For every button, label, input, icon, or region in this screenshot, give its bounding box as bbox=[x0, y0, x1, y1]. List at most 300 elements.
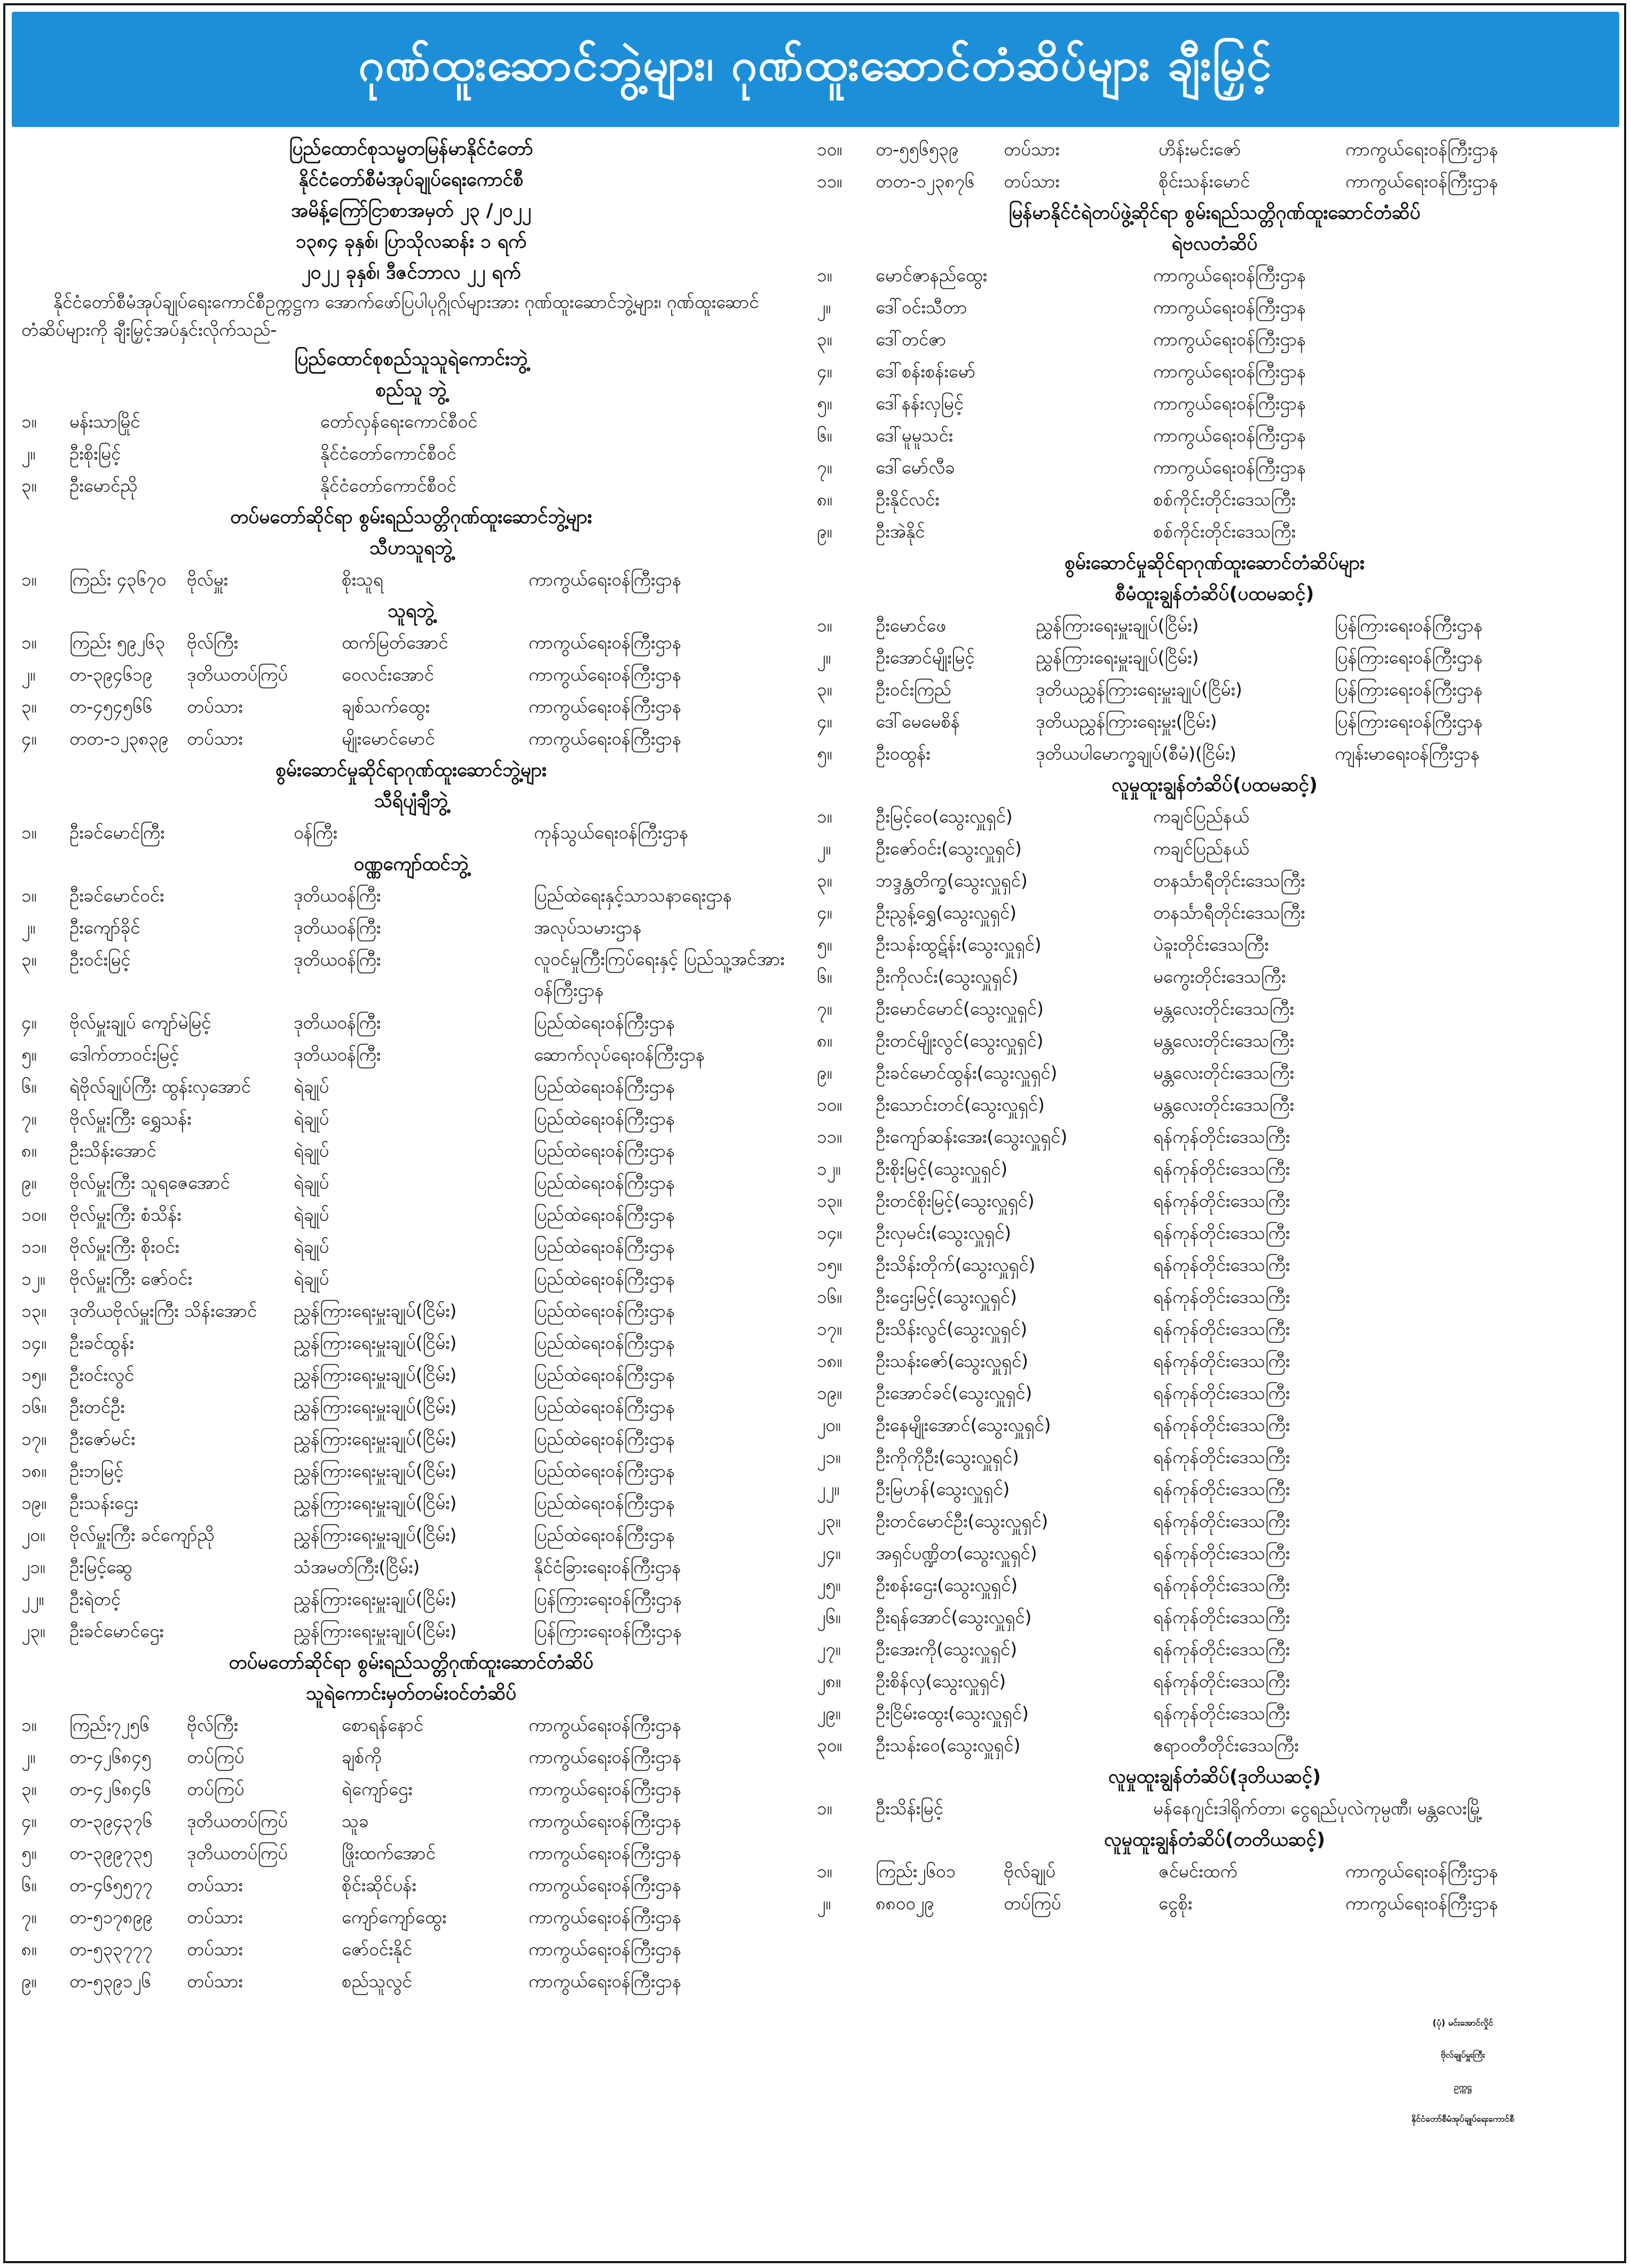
row-number: ၁။ bbox=[817, 265, 832, 286]
row-cell: ဗိုလ်မှူးကြီး စိုးဝင်း bbox=[69, 1236, 179, 1257]
row-cell: ကာကွယ်ရေးဝန်ကြီးဌာန bbox=[529, 632, 682, 653]
row-number: ၁။ bbox=[21, 632, 37, 653]
row-number: ၃၀။ bbox=[817, 1735, 842, 1756]
row-cell: ရဲဗိုလ်ချုပ်ကြီး ထွန်းလှအောင် bbox=[69, 1076, 251, 1097]
row-cell: တတ-၁၂၃၈၇၆ bbox=[876, 171, 975, 192]
row-number: ၂။ bbox=[21, 664, 36, 685]
row-cell: ဒုတိယဝန်ကြီး bbox=[294, 885, 381, 906]
table-row bbox=[817, 355, 1612, 388]
section-title: တပ်မတော်ဆိုင်ရာ စွမ်းရည်သတ္တိဂုဏ်ထူးဆောင်ဘွဲ့များ bbox=[230, 507, 592, 528]
section-title: စွမ်းဆောင်မှုဆိုင်ရာဂုဏ်ထူးဆောင်ဘွဲ့များ bbox=[275, 760, 547, 781]
row-number: ၁၃။ bbox=[21, 1300, 47, 1321]
row-number: ၂၀။ bbox=[21, 1524, 45, 1545]
row-cell: ဦးဝင်းကြည် bbox=[876, 679, 951, 700]
row-cell: စစ်ကိုင်းတိုင်းဒေသကြီး bbox=[1153, 521, 1296, 542]
row-cell: တော်လှန်ရေးကောင်စီဝင် bbox=[320, 411, 478, 432]
table-row bbox=[817, 993, 1612, 1025]
table-row bbox=[817, 452, 1612, 484]
row-cell: စိုးသူရ bbox=[342, 569, 383, 590]
table-row bbox=[21, 1933, 801, 1965]
row-cell: ဘဒ္ဒန္တတိက္ခ(သွေးလှူရှင်) bbox=[876, 870, 1028, 891]
row-number: ၂၃။ bbox=[21, 1621, 45, 1641]
row-cell: ရဲချုပ် bbox=[294, 1076, 329, 1097]
row-cell: တ-၄၅၄၅၆၆ bbox=[69, 696, 153, 717]
row-cell: ကာကွယ်ရေးဝန်ကြီးဌာန bbox=[529, 1875, 682, 1895]
row-number: ၆။ bbox=[21, 1875, 37, 1895]
intro-paragraph: နိုင်ငံတော်စီမံအုပ်ချုပ်ရေးကောင်စီဥက္ကဋ္ဌက အောက်ဖော်ပြပါပုဂ္ဂိုလ်များအား ဂုဏ်ထူးဆောင်ဘွဲ့များ၊ ဂုဏ်ထူးဆောင်တံဆိပ်များကို ချီးမြှင့်အပ်နှင်းလိုက်သည်- bbox=[21, 291, 759, 340]
table-row bbox=[21, 1359, 801, 1391]
row-cell: ရန်ကုန်တိုင်းဒေသကြီး bbox=[1153, 1190, 1290, 1211]
row-cell: ဗိုလ်ကြီး bbox=[187, 632, 239, 653]
row-cell: ညွှန်ကြားရေးမှူးချုပ်(ငြိမ်း) bbox=[294, 1428, 457, 1449]
table-row bbox=[817, 1153, 1612, 1185]
section-title: ပြည်ထောင်စုစည်သူသူရဲကောင်းဘွဲ့ bbox=[294, 349, 528, 370]
row-cell: ကာကွယ်ရေးဝန်ကြီးဌာန bbox=[1153, 329, 1306, 350]
table-row bbox=[21, 627, 801, 659]
row-cell: ဦးခင်မောင်ကြီး bbox=[69, 822, 165, 843]
row-cell: ရဲချုပ် bbox=[294, 1268, 329, 1289]
row-cell: ပြည်ထဲရေးဝန်ကြီးဌာန bbox=[534, 1172, 675, 1193]
row-cell: ချစ်ကို bbox=[342, 1747, 382, 1767]
row-number: ၈။ bbox=[817, 489, 832, 510]
table-row bbox=[817, 1089, 1612, 1121]
table-row bbox=[21, 1231, 801, 1263]
row-cell: ရန်ကုန်တိုင်းဒေသကြီး bbox=[1153, 1703, 1290, 1724]
signature-block bbox=[1308, 2007, 1618, 2135]
table-row bbox=[817, 1185, 1612, 1217]
table-row bbox=[817, 1025, 1612, 1057]
row-number: ၁။ bbox=[21, 822, 37, 843]
table-row bbox=[21, 1199, 801, 1231]
row-cell: ဦးသောင်းတင်(သွေးလှူရှင်) bbox=[876, 1094, 1045, 1115]
row-number: ၁၀။ bbox=[817, 139, 842, 160]
row-cell: ဦးကိုလင်း(သွေးလှူရှင်) bbox=[876, 966, 1019, 987]
row-cell: ဒုတိယဝန်ကြီး bbox=[294, 949, 381, 970]
row-number: ၅။ bbox=[21, 1843, 37, 1863]
table-row bbox=[817, 1217, 1612, 1249]
row-number: ၇။ bbox=[21, 1907, 37, 1927]
row-cell: တပ်ကြပ် bbox=[187, 1779, 245, 1799]
row-cell: ဦးဇော်ဝင်း(သွေးလှူရှင်) bbox=[876, 838, 1022, 859]
row-cell: ဦးသိန်းအောင် bbox=[69, 1140, 156, 1161]
row-cell: ဦးလှမင်း(သွေးလှူရှင်) bbox=[876, 1222, 1012, 1243]
row-cell: တတ-၁၂၃၈၃၉ bbox=[69, 728, 169, 749]
row-cell: ဦးသန်းဌေး bbox=[69, 1492, 138, 1513]
row-cell: တပ်ကြပ် bbox=[187, 1747, 245, 1767]
table-row bbox=[21, 1135, 801, 1167]
row-cell: မောင်ဇာနည်ထွေး bbox=[876, 265, 988, 286]
row-cell: တနင်္သာရီတိုင်းဒေသကြီး bbox=[1153, 902, 1305, 923]
row-cell: ပြည်ထဲရေးဝန်ကြီးဌာန bbox=[534, 1428, 675, 1449]
row-cell: စိုင်းသန်းမောင် bbox=[1159, 171, 1250, 192]
row-number: ၁၉။ bbox=[21, 1492, 47, 1513]
signature-title: ဥက္ကဋ္ဌ bbox=[1454, 2082, 1472, 2092]
row-cell: ဦးစိုးမြင့်(သွေးလှူရှင်) bbox=[876, 1158, 1008, 1179]
row-cell: ဦးတင်စိုးမြင့်(သွေးလှူရှင်) bbox=[876, 1190, 1035, 1211]
table-row bbox=[21, 1773, 801, 1805]
table-row bbox=[817, 388, 1612, 420]
row-cell: ညွှန်ကြားရေးမှူးချုပ်(ငြိမ်း) bbox=[294, 1524, 457, 1545]
table-row bbox=[817, 291, 1612, 323]
row-cell: ဗိုလ်မှူးချုပ် ကျော်မဲမြင့် bbox=[69, 1012, 211, 1033]
table-row bbox=[21, 691, 801, 723]
row-cell: ကာကွယ်ရေးဝန်ကြီးဌာန bbox=[529, 569, 682, 590]
table-row bbox=[817, 133, 1612, 165]
row-cell: ဦးမောင်ဖေ bbox=[876, 615, 947, 636]
table-row bbox=[817, 1633, 1612, 1665]
row-cell: ကာကွယ်ရေးဝန်ကြီးဌာန bbox=[1345, 1893, 1499, 1914]
row-cell: ဗိုလ်မှူးကြီး စံသိန်း bbox=[69, 1204, 182, 1225]
row-cell: ဖြိုးထက်အောင် bbox=[342, 1843, 436, 1863]
table-row bbox=[817, 1855, 1612, 1887]
row-cell: စိုင်းဆိုင်ပန်း bbox=[342, 1875, 416, 1895]
row-cell: ဦးဌေးမြင့်(သွေးလှူရှင်) bbox=[876, 1286, 1017, 1307]
row-cell: ဒုတိယဗိုလ်မှူးကြီး သိန်းအောင် bbox=[69, 1300, 257, 1321]
row-cell: ဦးနေမျိုးအောင်(သွေးလှူရှင်) bbox=[876, 1414, 1051, 1435]
row-cell: ဒုတိယဝန်ကြီး bbox=[294, 1012, 381, 1033]
row-number: ၂၉။ bbox=[817, 1703, 841, 1724]
row-cell: မန္တလေးတိုင်းဒေသကြီး bbox=[1153, 1062, 1294, 1083]
row-number: ၉။ bbox=[21, 1172, 37, 1193]
row-cell: ဒုတိယတပ်ကြပ် bbox=[187, 1811, 288, 1831]
row-cell: ရန်ကုန်တိုင်းဒေသကြီး bbox=[1153, 1543, 1290, 1563]
table-row bbox=[817, 1697, 1612, 1729]
row-number: ၃။ bbox=[817, 329, 832, 350]
row-number: ၁၅။ bbox=[21, 1364, 47, 1385]
row-number: ၂။ bbox=[21, 917, 36, 938]
table-row bbox=[817, 484, 1612, 516]
row-cell: တနင်္သာရီတိုင်းဒေသကြီး bbox=[1153, 870, 1305, 891]
row-cell: သူခ bbox=[342, 1811, 369, 1831]
row-number: ၁၃။ bbox=[817, 1190, 842, 1211]
table-row bbox=[817, 259, 1612, 291]
row-number: ၁။ bbox=[817, 806, 832, 827]
table-row bbox=[817, 1665, 1612, 1697]
row-cell: ကာကွယ်ရေးဝန်ကြီးဌာန bbox=[1153, 457, 1306, 478]
table-row bbox=[21, 1327, 801, 1359]
table-row bbox=[21, 1901, 801, 1933]
table-row bbox=[21, 1965, 801, 1997]
row-cell: ဦးသန်းဇော်(သွေးလှူရှင်) bbox=[876, 1350, 1029, 1371]
row-cell: ဦးတင်မျိုးလွင်(သွေးလှူရှင်) bbox=[876, 1030, 1044, 1051]
row-cell: မန်းသာမြိုင် bbox=[69, 411, 140, 432]
row-cell: ရန်ကုန်တိုင်းဒေသကြီး bbox=[1153, 1671, 1290, 1692]
row-cell: ကာကွယ်ရေးဝန်ကြီးဌာန bbox=[529, 1971, 682, 1992]
section-subtitle: စီမံထူးချွန်တံဆိပ်(ပထမဆင့်) bbox=[1115, 583, 1314, 605]
row-number: ၁။ bbox=[817, 1798, 832, 1819]
row-cell: ဦးဝင်းမြင့် bbox=[69, 949, 131, 970]
row-cell: ပြည်ထဲရေးဝန်ကြီးဌာန bbox=[534, 1460, 675, 1481]
row-cell: ဒုတိယတပ်ကြပ် bbox=[187, 664, 288, 685]
row-cell: ဒေါ်စန်းစန်းမော် bbox=[876, 361, 976, 382]
row-cell: ညွှန်ကြားရေးမှူးချုပ်(ငြိမ်း) bbox=[294, 1332, 457, 1353]
row-cell: နိုင်ငံတော်ကောင်စီဝင် bbox=[320, 443, 456, 464]
section-title: လူမှုထူးချွန်တံဆိပ်(တတိယဆင့်) bbox=[1104, 1829, 1326, 1851]
row-cell: ဦးအဲနိုင် bbox=[876, 521, 925, 542]
table-row bbox=[21, 1295, 801, 1327]
row-cell: ပြည်ထဲရေးဝန်ကြီးဌာန bbox=[534, 1236, 675, 1257]
row-number: ၂။ bbox=[817, 838, 831, 859]
table-row bbox=[817, 1345, 1612, 1377]
row-cell: ကြည်း၂၆၀၁ bbox=[876, 1861, 956, 1882]
table-row bbox=[817, 420, 1612, 452]
row-cell: မျိုးမောင်မောင် bbox=[342, 728, 435, 749]
row-number: ၂။ bbox=[817, 647, 831, 668]
row-cell: ပြည်ထဲရေးဝန်ကြီးဌာန bbox=[534, 1300, 675, 1321]
row-number: ၁။ bbox=[21, 569, 37, 590]
row-cell: တ-၃၉၉၇၃၅ bbox=[69, 1843, 153, 1863]
row-cell: ပြန်ကြားရေးဝန်ကြီးဌာန bbox=[534, 1589, 682, 1609]
row-number: ၂၄။ bbox=[817, 1543, 841, 1563]
row-cell: ကာကွယ်ရေးဝန်ကြီးဌာန bbox=[1345, 1861, 1499, 1882]
row-number: ၁။ bbox=[21, 411, 37, 432]
row-cell: ဦးကျော်ဆန်းအေး(သွေးလှူရှင်) bbox=[876, 1126, 1068, 1147]
row-number: ၆။ bbox=[817, 425, 832, 446]
row-cell: ဦးအောင်မျိုးမြင့် bbox=[876, 647, 975, 668]
table-row bbox=[817, 610, 1612, 642]
row-cell: ဧရာဝတီတိုင်းဒေသကြီး bbox=[1153, 1735, 1299, 1756]
row-cell: ကာကွယ်ရေးဝန်ကြီးဌာန bbox=[1153, 297, 1306, 318]
row-number: ၇။ bbox=[21, 1108, 37, 1129]
row-cell: ပြည်ထဲရေးဝန်ကြီးဌာန bbox=[534, 1140, 675, 1161]
row-cell: ရန်ကုန်တိုင်းဒေသကြီး bbox=[1153, 1447, 1290, 1467]
page-title: ဂုဏ်ထူးဆောင်ဘွဲ့များ၊ ဂုဏ်ထူးဆောင်တံဆိပ်များ ချီးမြှင့် bbox=[12, 12, 1619, 127]
row-cell: ကာကွယ်ရေးဝန်ကြီးဌာန bbox=[1153, 265, 1306, 286]
row-cell: မန္တလေးတိုင်းဒေသကြီး bbox=[1153, 1094, 1294, 1115]
table-row bbox=[21, 723, 801, 755]
row-cell: ရန်ကုန်တိုင်းဒေသကြီး bbox=[1153, 1222, 1290, 1243]
row-cell: ရန်ကုန်တိုင်းဒေသကြီး bbox=[1153, 1575, 1290, 1595]
table-row bbox=[817, 1537, 1612, 1569]
table-row bbox=[21, 1615, 801, 1647]
row-cell: ဦးဝင်းလွင် bbox=[69, 1364, 135, 1385]
row-number: ၁၇။ bbox=[817, 1318, 842, 1339]
row-cell: ဒေါက်တာဝင်းမြင့် bbox=[69, 1044, 179, 1065]
section-subtitle: သီရိပျံချီဘွဲ့ bbox=[374, 791, 448, 812]
table-row bbox=[817, 929, 1612, 961]
header-line: ၁၃၈၄ ခုနှစ်၊ ပြာသိုလဆန်း ၁ ရက် bbox=[295, 231, 527, 252]
row-cell: ဦးဇော်မင်း bbox=[69, 1428, 136, 1449]
row-number: ၅။ bbox=[21, 1044, 37, 1065]
row-number: ၆။ bbox=[817, 966, 832, 987]
row-number: ၁၀။ bbox=[21, 1204, 47, 1225]
row-number: ၄။ bbox=[21, 1012, 37, 1033]
row-cell: ရဲကျော်ဌေး bbox=[342, 1779, 413, 1799]
table-row bbox=[817, 1505, 1612, 1537]
table-row bbox=[21, 659, 801, 691]
row-cell: ပြည်ထဲရေးနှင့်သာသနာရေးဌာန bbox=[534, 885, 732, 906]
row-cell: တ-၅၃၃၇၇၇ bbox=[69, 1939, 153, 1959]
row-cell: တပ်သား bbox=[187, 1971, 243, 1992]
row-number: ၁၁။ bbox=[817, 1126, 842, 1147]
row-cell: တ-၄၂၆၈၄၆ bbox=[69, 1779, 152, 1799]
row-number: ၁၆။ bbox=[21, 1396, 47, 1417]
row-cell: ဒုတိယညွှန်ကြားရေးမှူး(ငြိမ်း) bbox=[1036, 711, 1217, 732]
row-cell: ဦးနိုင်လင်း bbox=[876, 489, 940, 510]
row-number: ၁။ bbox=[817, 1861, 832, 1882]
header-line: ပြည်ထောင်စုသမ္မတမြန်မာနိုင်ငံတော် bbox=[289, 138, 533, 160]
table-row bbox=[21, 1709, 801, 1741]
row-cell: ဦးအေးကို(သွေးလှူရှင်) bbox=[876, 1639, 1018, 1659]
row-cell: ဦးမြင့်ဆွေ bbox=[69, 1556, 132, 1577]
section-subtitle: သူရဘွဲ့ bbox=[388, 600, 435, 622]
row-cell: တ-၅၃၉၁၂၆ bbox=[69, 1971, 152, 1992]
row-cell: ကာကွယ်ရေးဝန်ကြီးဌာန bbox=[529, 1714, 682, 1735]
table-row bbox=[21, 1837, 801, 1869]
row-cell: ကာကွယ်ရေးဝန်ကြီးဌာန bbox=[529, 664, 682, 685]
row-cell: ဦးသိန်းတိုက်(သွေးလှူရှင်) bbox=[876, 1254, 1036, 1275]
row-cell: ပြည်ထဲရေးဝန်ကြီးဌာန bbox=[534, 1012, 675, 1033]
row-cell: ကာကွယ်ရေးဝန်ကြီးဌာန bbox=[529, 696, 682, 717]
row-cell: ပြည်ထဲရေးဝန်ကြီးဌာန bbox=[534, 1076, 675, 1097]
row-cell: ဒေါ်မူမူသင်း bbox=[876, 425, 954, 446]
row-cell: သံအမတ်ကြီး(ငြိမ်း) bbox=[294, 1556, 420, 1577]
table-row bbox=[21, 1487, 801, 1519]
row-cell: ကာကွယ်ရေးဝန်ကြီးဌာန bbox=[529, 1747, 682, 1767]
row-cell: ကာကွယ်ရေးဝန်ကြီးဌာန bbox=[529, 1843, 682, 1863]
table-row bbox=[21, 1103, 801, 1135]
row-cell: ဦးအောင်ခင်(သွေးလှူရှင်) bbox=[876, 1382, 1033, 1403]
row-cell: မန္တလေးတိုင်းဒေသကြီး bbox=[1153, 1030, 1294, 1051]
row-cell: ဦးဘမြင့် bbox=[69, 1460, 124, 1481]
row-number: ၅။ bbox=[817, 934, 832, 955]
row-cell: ဗိုလ်မှူး bbox=[187, 569, 229, 590]
row-cell: တပ်ကြပ် bbox=[1004, 1893, 1061, 1914]
table-row bbox=[817, 516, 1612, 548]
table-row bbox=[817, 642, 1612, 674]
row-number: ၂၈။ bbox=[817, 1671, 841, 1692]
table-row bbox=[817, 961, 1612, 993]
row-number: ၂၂။ bbox=[817, 1479, 840, 1499]
header-line: အမိန့်ကြော်ငြာစာအမှတ် ၂၃ /၂၀၂၂ bbox=[291, 200, 531, 222]
row-cell: ဒုတိယဝန်ကြီး bbox=[294, 1044, 381, 1065]
row-number: ၂၁။ bbox=[817, 1447, 841, 1467]
row-cell: ညွှန်ကြားရေးမှူးချုပ်(ငြိမ်း) bbox=[294, 1300, 457, 1321]
table-row bbox=[817, 1313, 1612, 1345]
row-number: ၁၀။ bbox=[817, 1094, 842, 1115]
row-cell: ကျော်ကျော်ထွေး bbox=[342, 1907, 447, 1927]
signature-org: နိုင်ငံတော်စီမံအုပ်ချုပ်ရေးကောင်စီ bbox=[1411, 2114, 1515, 2124]
row-cell: ဦးညွန့်ရွှေ(သွေးလှူရှင်) bbox=[876, 902, 1017, 923]
row-cell: ပြန်ကြားရေးဝန်ကြီးဌာန bbox=[1335, 647, 1483, 668]
row-number: ၉။ bbox=[21, 1971, 37, 1992]
table-row bbox=[21, 1423, 801, 1455]
table-row bbox=[21, 1519, 801, 1551]
row-cell: ကြည်း ၄၃၆၇၀ bbox=[69, 569, 167, 590]
row-cell: မန်နေဂျင်းဒါရိုက်တာ၊ ငွေရည်ပုလဲကုမ္ပဏီ၊ မန္တလေးမြို့ bbox=[1153, 1798, 1483, 1819]
section-title: တပ်မတော်ဆိုင်ရာ စွမ်းရည်သတ္တိဂုဏ်ထူးဆောင်တံဆိပ် bbox=[229, 1652, 594, 1673]
table-row bbox=[21, 1071, 801, 1103]
row-cell: ဒေါ်ဝင်းသီတာ bbox=[876, 297, 967, 318]
row-number: ၂၆။ bbox=[817, 1607, 841, 1627]
row-cell: တ-၄၂၆၈၄၅ bbox=[69, 1747, 152, 1767]
row-cell: ကချင်ပြည်နယ် bbox=[1153, 806, 1249, 827]
row-cell: ရန်ကုန်တိုင်းဒေသကြီး bbox=[1153, 1350, 1290, 1371]
row-cell: ဗိုလ်ကြီး bbox=[187, 1714, 239, 1735]
row-cell: ဦးကျော်ခိုင် bbox=[69, 917, 140, 938]
row-cell: စည်သူလွင် bbox=[342, 1971, 412, 1992]
row-number: ၁။ bbox=[21, 1714, 37, 1735]
row-cell: ဒေါ်တင်ဇာ bbox=[876, 329, 947, 350]
row-number: ၁၁။ bbox=[21, 1236, 47, 1257]
row-number: ၃။ bbox=[21, 696, 37, 717]
row-cell: ကာကွယ်ရေးဝန်ကြီးဌာန bbox=[529, 1779, 682, 1799]
row-cell: အလုပ်သမားဌာန bbox=[534, 917, 642, 938]
row-cell: ပြည်ထဲရေးဝန်ကြီးဌာန bbox=[534, 1108, 675, 1129]
row-cell: ဇင်မင်းထက် bbox=[1159, 1861, 1238, 1882]
row-cell: မန္တလေးတိုင်းဒေသကြီး bbox=[1153, 998, 1294, 1019]
row-cell: ဦးခင်မောင်ထွန်း(သွေးလှူရှင်) bbox=[876, 1062, 1058, 1083]
row-cell: ရန်ကုန်တိုင်းဒေသကြီး bbox=[1153, 1126, 1290, 1147]
row-cell: ပြန်ကြားရေးဝန်ကြီးဌာန bbox=[534, 1621, 682, 1641]
section-subtitle: ရဲဗလတံဆိပ် bbox=[1171, 233, 1258, 255]
row-cell: ဦးခင်မောင်ဌေး bbox=[69, 1621, 164, 1641]
row-number: ၁၅။ bbox=[817, 1254, 842, 1275]
row-cell: ရန်ကုန်တိုင်းဒေသကြီး bbox=[1153, 1414, 1290, 1435]
row-cell: ကာကွယ်ရေးဝန်ကြီးဌာန bbox=[529, 1811, 682, 1831]
table-row bbox=[817, 1441, 1612, 1473]
table-row bbox=[21, 944, 801, 1007]
row-cell: ပြန်ကြားရေးဝန်ကြီးဌာန bbox=[1335, 711, 1483, 732]
row-cell: ရဲချုပ် bbox=[294, 1108, 329, 1129]
row-cell: ကာကွယ်ရေးဝန်ကြီးဌာန bbox=[529, 1939, 682, 1959]
table-row bbox=[21, 406, 801, 438]
row-cell: ရဲချုပ် bbox=[294, 1172, 329, 1193]
row-cell: ပြည်ထဲရေးဝန်ကြီးဌာန bbox=[534, 1492, 675, 1513]
row-number: ၁၁။ bbox=[817, 171, 842, 192]
table-row bbox=[21, 564, 801, 596]
row-number: ၁၉။ bbox=[817, 1382, 842, 1403]
left-column bbox=[21, 133, 801, 2261]
section-subtitle: သူရဲကောင်းမှတ်တမ်းဝင်တံဆိပ် bbox=[306, 1683, 516, 1704]
row-cell: ၈၈၀၀၂၉ bbox=[876, 1893, 934, 1914]
row-cell: ဟိန်းမင်းဇော် bbox=[1159, 139, 1241, 160]
row-cell: ဒေါ်နန်းလှမြင့် bbox=[876, 393, 964, 414]
table-row bbox=[21, 470, 801, 502]
row-cell: ဒေါ်မော်လီခ bbox=[876, 457, 955, 478]
row-number: ၈။ bbox=[21, 1140, 37, 1161]
row-cell: မကွေးတိုင်းဒေသကြီး bbox=[1153, 966, 1286, 987]
row-cell: ဦးရန်အောင်(သွေးလှူရှင်) bbox=[876, 1607, 1032, 1627]
row-number: ၅။ bbox=[817, 393, 832, 414]
table-row bbox=[817, 1473, 1612, 1505]
table-row bbox=[817, 1569, 1612, 1601]
row-cell: ကြည်း ၅၉၂၆၃ bbox=[69, 632, 166, 653]
row-cell: ဦးစိန်လှ(သွေးလှူရှင်) bbox=[876, 1671, 1006, 1692]
row-number: ၂၁။ bbox=[21, 1556, 45, 1577]
row-number: ၂။ bbox=[21, 1747, 36, 1767]
row-cell: ဝန်ကြီး bbox=[294, 822, 337, 843]
row-cell: ပြည်ထဲရေးဝန်ကြီးဌာန bbox=[534, 1268, 675, 1289]
row-cell: ဦးသိန်းလွင်(သွေးလှူရှင်) bbox=[876, 1318, 1028, 1339]
table-row bbox=[21, 438, 801, 470]
row-number: ၁၈။ bbox=[817, 1350, 842, 1371]
row-cell: ပဲခူးတိုင်းဒေသကြီး bbox=[1153, 934, 1269, 955]
row-number: ၆။ bbox=[21, 1076, 37, 1097]
row-cell: ဦးသန်းဝေ(သွေးလှူရှင်) bbox=[876, 1735, 1021, 1756]
row-number: ၂၂။ bbox=[21, 1589, 44, 1609]
row-cell: ကာကွယ်ရေးဝန်ကြီးဌာန bbox=[1153, 393, 1306, 414]
row-number: ၁၄။ bbox=[817, 1222, 842, 1243]
row-cell: ရန်ကုန်တိုင်းဒေသကြီး bbox=[1153, 1254, 1290, 1275]
row-cell: ကာကွယ်ရေးဝန်ကြီးဌာန bbox=[1153, 361, 1306, 382]
row-number: ၁၈။ bbox=[21, 1460, 47, 1481]
row-cell: ရဲချုပ် bbox=[294, 1140, 329, 1161]
table-row bbox=[21, 1551, 801, 1583]
row-cell: ဦးမောင်ညို bbox=[69, 475, 138, 496]
row-number: ၃။ bbox=[21, 1779, 37, 1799]
section-title: လူမှုထူးချွန်တံဆိပ်(ဒုတိယဆင့်) bbox=[1108, 1766, 1321, 1788]
